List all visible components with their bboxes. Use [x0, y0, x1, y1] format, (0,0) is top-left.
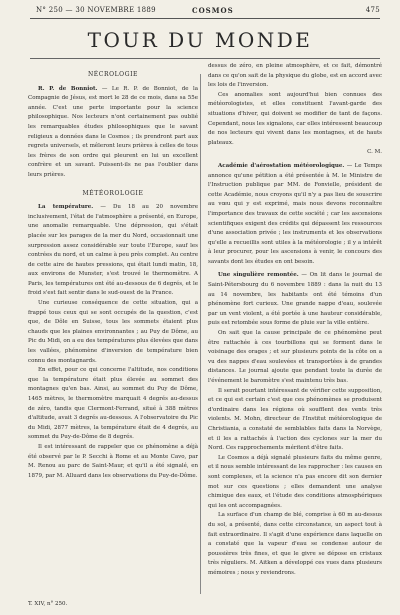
paragraph-text: En effet, pour ce qui concerne l'altitude, nos conditions que la température était plus élevée au sommet des montagnes qu'en bas. Ainsi, au sommet du Puy de Dôme, 1465 mètres, le thermomètre marquait 4 degrés au-dessus de zéro, tandis que Clermont-Ferrand, situé à 388 mètres d'altitude, avait 3 degrés au-dessous. A l'observatoire du Pic du Midi, 2877 mètres, la température était de 4 degrés, au sommet du Puy-de-Dôme de 8 degrés.: [28, 367, 198, 441]
paragraph: [28, 203, 198, 299]
paragraph-text: Il serait pourtant intéressant de vérifier cette supposition, et ce qui est certain c'est que ces phénomènes se produisent d'ordinaire dans les régions où soufflent des vents très violents. M. Mohn, directeur de l'Institut météorologique de Christiania, a constaté de semblables faits dans la Norvège, et il les a rattachés à l'action des cyclones sur la mer du Nord. Ces rapprochements méritent d'être faits.: [208, 387, 382, 452]
paragraph: [208, 511, 382, 578]
section-heading-meteorologie: MÉTÉOROLOGIE: [82, 189, 144, 197]
paragraph: [28, 299, 198, 366]
signature: C. M.: [367, 149, 382, 156]
column-divider: [200, 74, 201, 594]
paragraph-text: — Le R. P. de Bonniot, de la Compagnie de Jésus, est mort le 28 de ce mois, dans sa 55e année. C'est une perte importante pour la science philosophique. Nos lecteurs n'ont certainement pas oublié les remarquables études philosophiques que le savant religieux a données dans le Cosmos ; ils prendront part aux regrets universels, et mêleront leurs prières à celles de tous les frères de son ordre qui pleurent en lui un excellent confrère et un savant. Puissent-ils ne pas l'oublier dans leurs prières.: [28, 85, 198, 178]
paragraph-text: dessus de zéro, en pleine atmosphère, et ce fait, démontré dans ce qu'on sait de la physique du globe, est en accord avec les lois de l'inversion.: [208, 63, 382, 89]
paragraph-text: — On lit dans le journal de Saint-Pétersbourg du 6 novembre 1889 : dans la nuit du 13 au 14 novembre, les habitants ont été témoins d'un phénomène fort curieux. Une grande nappe d'eau, soulevée par un vent violent, a été portée à une hauteur considérable, puis est retombée sous forme de pluie sur la ville entière.: [208, 272, 382, 327]
paragraph-text: Une curieuse conséquence de cette situation, qui a frappé tous ceux qui se sont occupés de la question, c'est que, de Dôle en Suisse, tous les sommets étaient plus chauds que les plaines environnantes ; au Puy de Dôme, au Pic du Midi, on a eu des températures plus élevées que dans les vallées, phénomène d'inversion de température bien connu des montagnards.: [28, 300, 198, 364]
paragraph: [208, 387, 382, 454]
paragraph: [208, 454, 382, 512]
section-heading-necrologie: NÉCROLOGIE: [87, 71, 139, 78]
page-number: 475: [365, 6, 380, 14]
paragraph: [28, 443, 198, 481]
issue-date: N° 250 — 30 NOVEMBRE 1889: [36, 6, 156, 14]
paragraph: [208, 329, 382, 387]
paragraph-text: La surface d'un champ de blé, comprise à 60 m au-dessus du sol, a présenté, dans cette circonstance, un aspect tout à fait extraordinaire. Il s'agit d'une expérience dans laquelle on a constaté que la vapeur d'eau se condense autour de poussières très fines, et que le givre se dépose en cristaux très réguliers. M. Aitken a développé ces vues dans plusieurs mémoires ; nous y reviendrons.: [208, 512, 382, 576]
paragraph: [28, 85, 198, 181]
paragraph-text: Le Cosmos a déjà signalé plusieurs faits du même genre, et il nous semble intéressant de les rapprocher : les causes en sont complexes, et la science n'a pas encore dit son dernier mot sur ces questions ; elles demandent une analyse chimique des eaux, et l'étude des conditions atmosphériques qui les ont accompagnées.: [208, 454, 382, 509]
left-column: [28, 62, 198, 481]
right-column: [208, 62, 382, 578]
paragraph-lead: Académie d'aérostation météorologique.: [218, 162, 345, 169]
running-head: [16, 4, 386, 18]
paragraph: [208, 162, 382, 268]
header-rule: [30, 18, 380, 19]
title-rule: [30, 58, 380, 59]
paragraph: [208, 62, 382, 91]
page-title: TOUR DU MONDE: [87, 28, 313, 52]
section-heading-remontee: Une singulière remontée.: [218, 272, 299, 279]
paragraph-lead: R. P. de Bonniot.: [38, 85, 98, 92]
paragraph-lead: La température.: [38, 204, 94, 211]
paragraph: [28, 366, 198, 443]
paragraph-text: Ces anomalies sont aujourd'hui bien connues des météorologistes, et elles constituent l'avant-garde des situations d'hiver, qui doivent se modifier de tant de façons. Cependant, nous les signalons, car elles intéressent beaucoup de nos lecteurs qui vivent dans les montagnes, et de hauts plateaux.: [208, 91, 382, 146]
volume-footer: T. XIV, n° 250.: [28, 601, 68, 607]
paragraph-text: Il est intéressant de rappeler que ce phénomène a déjà été observé par le P. Secchi à Rome et au Monte Cavo, par M. Renou au parc de Saint-Maur, et qu'il a été signalé, en 1879, par M. Alluard dans les observations du Puy-de-Dôme.: [28, 443, 198, 479]
paragraph-text: On sait que la cause principale de ce phénomène peut être rattachée à ces tourbillons qui se forment dans le voisinage des orages ; et sur plusieurs points de la côte on a vu des nappes d'eau soulevées et transportées à de grandes distances. Le journal ajoute que pendant toute la durée de l'événement le baromètre s'est maintenu très bas.: [208, 330, 382, 384]
paragraph: [208, 271, 382, 329]
paragraph: [208, 91, 382, 149]
paragraph-text: — Du 18 au 20 novembre inclusivement, l'état de l'atmosphère a présenté, en Europe, une anomalie remarquable. Une dépression, qui s'était placée sur les parages de la mer du Nord, occasionnait une surpression assez considérable sur toute l'Europe, sauf les contrées du nord, et un calme à peu près complet. Au centre de cette aire de hautes pressions, qui était lundi matin, 18, aux environs de Munster, s'est trouvé le thermomètre. A Paris, les températures ont été au-dessous de 6 degrés, et le froid s'est fait sentir dans le sud-ouest de la France.: [28, 204, 198, 297]
paragraph-text: — Le Temps annonce qu'une pétition a été présentée à M. le Ministre de l'Instruction publique par MM. de Fonvielle, président de cette Académie, nous croyons qu'il n'y a pas lieu de souscrire au vœu qui y est exprimé, mais nous devons reconnaître l'importance des travaux de cette société ; car les ascensions scientifiques exigent des crédits qui dépassent les ressources d'une association privée ; les instruments et les observations qu'elle a recueillis sont utiles à la météorologie ; il y a intérêt à leur procurer, pour les ascensions à venir, le concours des savants dont les études en ont besoin.: [208, 162, 382, 265]
journal-name: COSMOS: [192, 6, 234, 15]
